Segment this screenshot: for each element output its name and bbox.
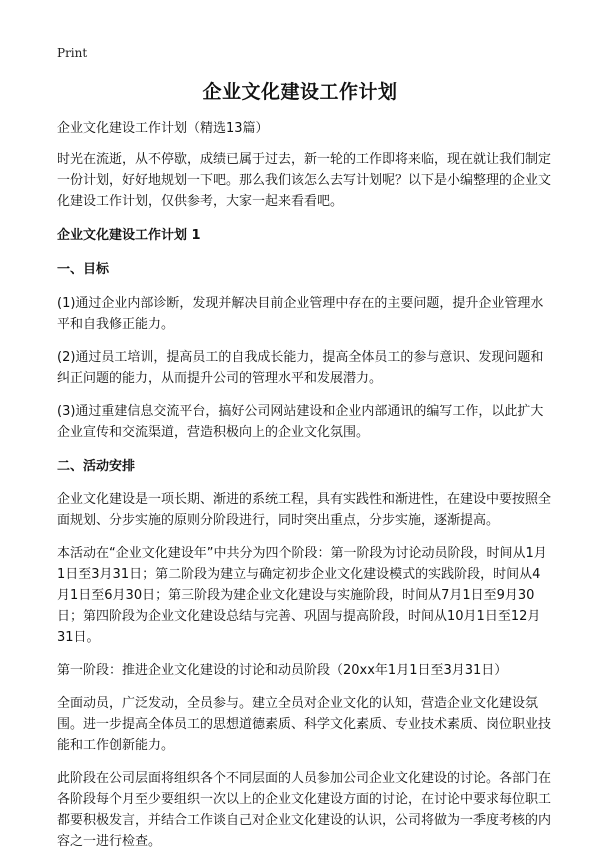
page-title: 企业文化建设工作计划 [202,81,398,103]
goal-item: (3)通过重建信息交流平台，搞好公司网站建设和企业内部通讯的编写工作，以此扩大企业宣传和交流渠道，营造积极向上的企业文化氛围。 [57,404,544,440]
intro-paragraph: 时光在流逝，从不停歇，成绩已属于过去，新一轮的工作即将来临，现在就让我们制定一份计划，好好地规划一下吧。那么我们该怎么去写计划呢？以下是小编整理的企业文化建设工作计划，仅供参考，大家一起来看看吧。 [57,152,552,209]
activity-paragraph: 本活动在“企业文化建设年”中共分为四个阶段：第一阶段为讨论动员阶段，时间从1月1日至3月31日；第二阶段为建立与确定初步企业文化建设模式的实践阶段，时间从4月1日至6月30日；第三阶段为建企业文化建设与实施阶段，时间从7月1日至9月30日；第四阶段为企业文化建设总结与完善、巩固与提高阶段，时间从10月1日至12月31日。 [57,546,547,645]
heading-goals: 一、目标 [57,262,110,277]
goal-item: (1)通过企业内部诊断，发现并解决目前企业管理中存在的主要问题，提升企业管理水平和自我修正能力。 [57,296,544,332]
goal-item: (2)通过员工培训，提高员工的自我成长能力，提高全体员工的参与意识、发现问题和纠正问题的能力，从而提升公司的管理水平和发展潜力。 [57,350,544,386]
subtitle: 企业文化建设工作计划（精选13篇） [57,121,269,136]
print-link[interactable]: Print [57,46,88,60]
activity-paragraph: 全面动员，广泛发动，全员参与。建立全员对企业文化的认知，营造企业文化建设氛围。进一步提高全体员工的思想道德素质、科学文化素质、专业技术素质、岗位职业技能和工作创新能力。 [57,696,552,753]
activity-paragraph: 企业文化建设是一项长期、渐进的系统工程，具有实践性和渐进性，在建设中要按照全面规划、分步实施的原则分阶段进行，同时突出重点，分步实施，逐渐提高。 [57,492,552,528]
section-title: 企业文化建设工作计划 1 [57,228,201,243]
activity-paragraph: 此阶段在公司层面将组织各个不同层面的人员参加公司企业文化建设的讨论。各部门在各阶段每个月至少要组织一次以上的企业文化建设方面的讨论，在讨论中要求每位职工都要积极发言，并结合工作谈自己对企业文化建设的认识，公司将做为一季度考核的内容之一进行检查。 [57,771,552,849]
activity-paragraph: 第一阶段：推进企业文化建设的讨论和动员阶段（20xx年1月1日至3月31日） [57,663,508,678]
heading-activities: 二、活动安排 [57,459,136,474]
document-body [57,119,552,852]
